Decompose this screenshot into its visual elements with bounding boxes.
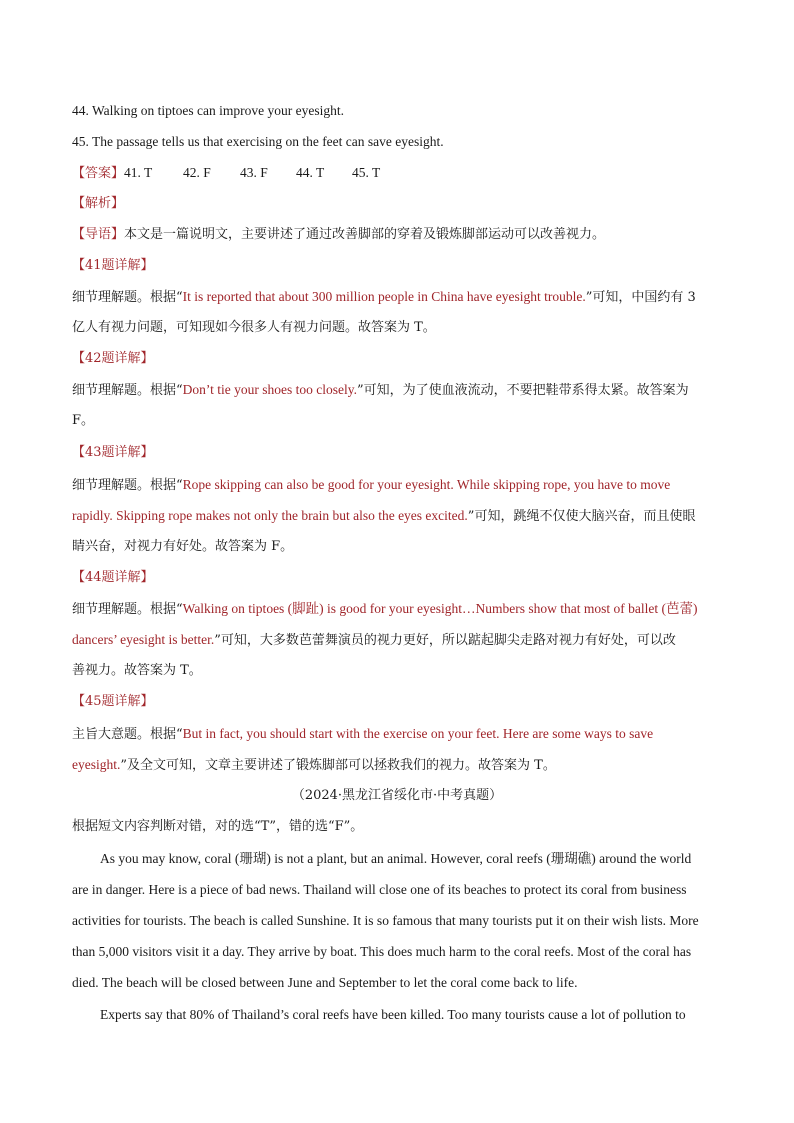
quote-text: dancers’ eyesight is better.	[72, 632, 215, 647]
answer-item: 41. T	[124, 165, 153, 180]
detail-42-label: 【42题详解】	[72, 351, 154, 366]
passage-line: are in danger. Here is a piece of bad news. Thailand will close one of its beaches to protect its coral from business	[72, 882, 687, 897]
detail-41-label: 【41题详解】	[72, 258, 154, 273]
detail-text: 细节理解题。根据“	[72, 290, 183, 305]
guide-text: 本文是一篇说明文，主要讲述了通过改善脚部的穿着及锻炼脚部运动可以改善视力。	[124, 227, 606, 242]
detail-text: ”可知，大多数芭蕾舞演员的视力更好，所以踮起脚尖走路对视力有好处，可以改	[214, 633, 676, 648]
quote-text: rapidly. Skipping rope makes not only the brain but also the eyes excited.	[72, 508, 468, 523]
detail-44-line-1	[72, 600, 698, 619]
passage-line: activities for tourists. The beach is called Sunshine. It is so famous that many tourists put it on their wish lists. More	[72, 913, 699, 928]
detail-text: 细节理解题。根据“	[72, 383, 183, 398]
answer-label: 【答案】	[72, 166, 125, 181]
quote-text: It is reported that about 300 million people in China have eyesight trouble.	[182, 289, 586, 304]
guide-line	[72, 226, 605, 244]
quote-text: eyesight.	[72, 757, 121, 772]
detail-text: 细节理解题。根据“	[72, 478, 183, 493]
instruction: 根据短文内容判断对错，对的选“T”，错的选“F”。	[72, 819, 364, 834]
detail-41-line-2: 亿人有视力问题，可知现如今很多人有视力问题。故答案为 T。	[72, 320, 436, 335]
detail-text: ”及全文可知，文章主要讲述了锻炼脚部可以拯救我们的视力。故答案为 T。	[120, 758, 556, 773]
quote-text: Don’t tie your shoes too closely.	[182, 382, 358, 397]
detail-43-label: 【43题详解】	[72, 445, 154, 460]
passage-line: As you may know, coral (珊瑚) is not a plant, but an animal. However, coral reefs (珊瑚礁) around the world	[100, 851, 692, 866]
detail-45-label: 【45题详解】	[72, 694, 154, 709]
analysis-label: 【解析】	[72, 196, 125, 211]
passage-line: than 5,000 visitors visit it a day. They arrive by boat. This does much harm to the coral reefs. Most of the coral has	[72, 944, 692, 959]
detail-text: 主旨大意题。根据“	[72, 727, 183, 742]
detail-45-line-1	[72, 725, 653, 744]
detail-text: ”可知，中国约有 3	[585, 290, 696, 305]
detail-text: ”可知，跳绳不仅使大脑兴奋，而且使眼	[467, 509, 696, 524]
answer-item: 43. F	[240, 165, 268, 180]
quote-text: Walking on tiptoes (脚趾) is good for your eyesight…Numbers show that most of ballet (芭蕾)	[182, 601, 698, 616]
detail-44-line-3: 善视力。故答案为 T。	[72, 663, 202, 678]
detail-43-line-2	[72, 507, 695, 526]
answer-item: 44. T	[296, 165, 325, 180]
quote-text: But in fact, you should start with the exercise on your feet. Here are some ways to save	[182, 726, 654, 741]
question-44: 44. Walking on tiptoes can improve your eyesight.	[72, 103, 344, 118]
answer-item: 45. T	[352, 165, 381, 180]
detail-44-line-2	[72, 631, 676, 650]
answer-item: 42. F	[183, 165, 211, 180]
question-45: 45. The passage tells us that exercising on the feet can save eyesight.	[72, 134, 444, 149]
passage-line: Experts say that 80% of Thailand’s coral reefs have been killed. Too many tourists cause a lot of pollution to	[100, 1007, 686, 1022]
quote-text: Rope skipping can also be good for your eyesight. While skipping rope, you have to move	[182, 477, 671, 492]
passage-line: died. The beach will be closed between June and September to let the coral come back to life.	[72, 975, 578, 990]
guide-label: 【导语】	[72, 227, 125, 242]
detail-41-line-1	[72, 288, 696, 307]
detail-text: ”可知，为了使血液流动，不要把鞋带系得太紧。故答案为	[357, 383, 689, 398]
source-heading: （2024·黑龙江省绥化市·中考真题）	[291, 788, 503, 803]
detail-45-line-2	[72, 756, 556, 775]
detail-44-label: 【44题详解】	[72, 570, 154, 585]
answer-line	[72, 164, 380, 183]
detail-42-line-1	[72, 381, 689, 400]
detail-43-line-1	[72, 476, 670, 495]
detail-42-line-2: F。	[72, 413, 95, 428]
detail-43-line-3: 睛兴奋，对视力有好处。故答案为 F。	[72, 539, 294, 554]
detail-text: 细节理解题。根据“	[72, 602, 183, 617]
